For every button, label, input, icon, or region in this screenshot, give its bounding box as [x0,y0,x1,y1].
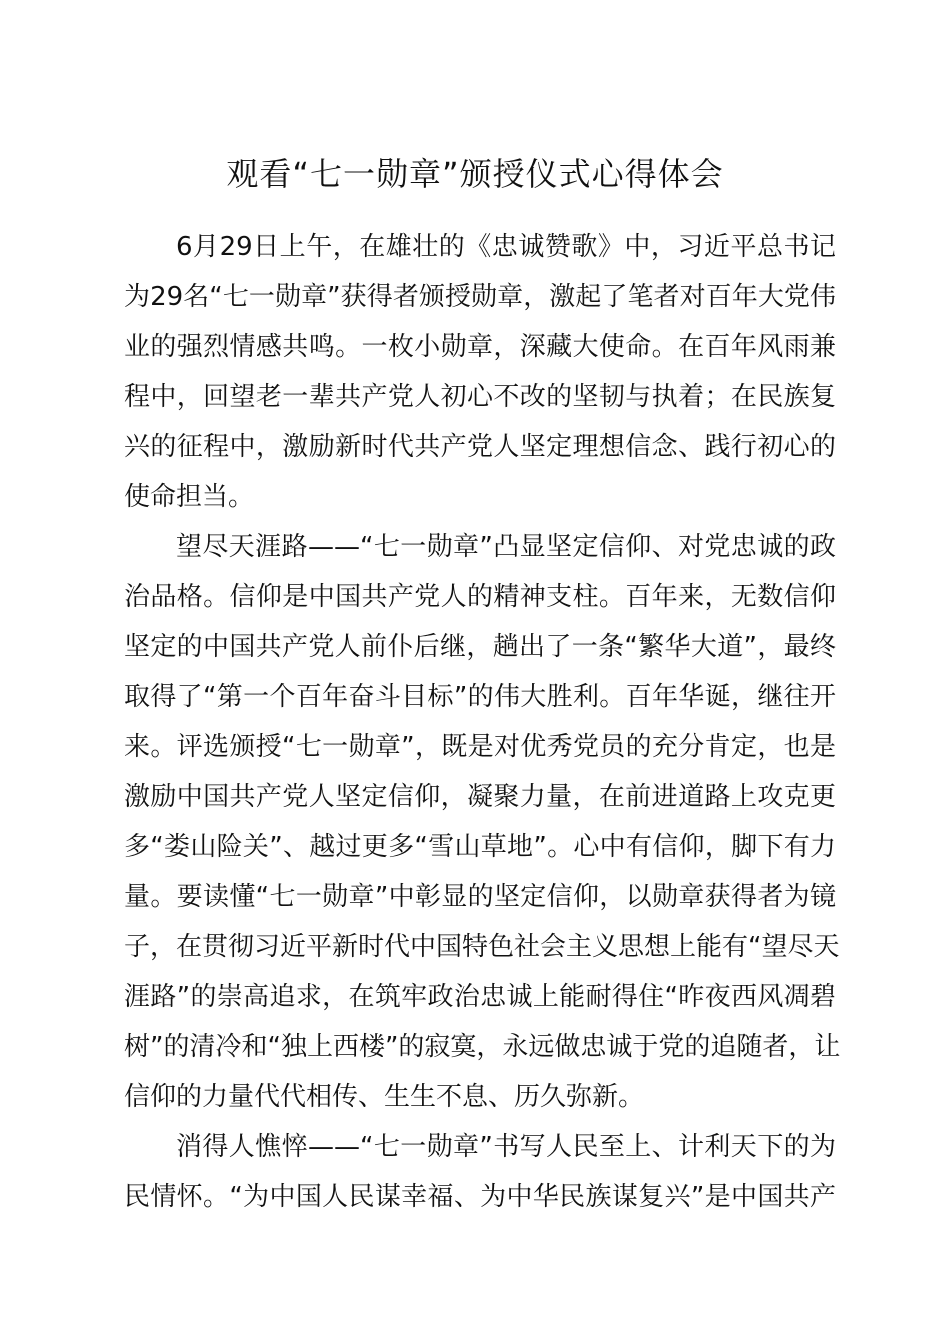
document-title: 观看“七一勋章”颁授仪式心得体会 [226,155,724,193]
paragraph-1-line-2: 为29名“七一勋章”获得者颁授勋章，激起了笔者对百年大党伟 [124,282,836,312]
paragraph-2-line-4: 取得了“第一个百年奋斗目标”的伟大胜利。百年华诞，继往开 [124,682,836,712]
paragraph-2-line-10: 涯路”的崇高追求，在筑牢政治忠诚上能耐得住“昨夜西风凋碧 [124,982,836,1012]
paragraph-1-line-3: 业的强烈情感共鸣。一枚小勋章，深藏大使命。在百年风雨兼 [124,332,836,362]
paragraph-1-line-4: 程中，回望老一辈共产党人初心不改的坚韧与执着；在民族复 [124,382,836,412]
paragraph-1-line-1: 6月29日上午，在雄壮的《忠诚赞歌》中，习近平总书记 [176,232,836,262]
paragraph-2-line-8: 量。要读懂“七一勋章”中彰显的坚定信仰，以勋章获得者为镜 [124,882,836,912]
paragraph-2-line-9: 子，在贯彻习近平新时代中国特色社会主义思想上能有“望尽天 [124,932,840,962]
paragraph-2-line-1: 望尽天涯路——“七一勋章”凸显坚定信仰、对党忠诚的政 [176,532,836,562]
paragraph-2-line-2: 治品格。信仰是中国共产党人的精神支柱。百年来，无数信仰 [124,582,836,612]
paragraph-2-line-7: 多“娄山险关”、越过更多“雪山草地”。心中有信仰，脚下有力 [124,832,836,862]
paragraph-2-line-3: 坚定的中国共产党人前仆后继，趟出了一条“繁华大道”，最终 [124,632,836,662]
paragraph-2-line-12: 信仰的力量代代相传、生生不息、历久弥新。 [124,1082,645,1112]
paragraph-2-line-6: 激励中国共产党人坚定信仰，凝聚力量，在前进道路上攻克更 [124,782,836,812]
paragraph-2-line-11: 树”的清冷和“独上西楼”的寂寞，永远做忠诚于党的追随者，让 [124,1032,841,1062]
paragraph-1-line-6: 使命担当。 [124,482,255,512]
paragraph-2-line-5: 来。评选颁授“七一勋章”，既是对优秀党员的充分肯定，也是 [124,732,836,762]
paragraph-3-line-1: 消得人憔悴——“七一勋章”书写人民至上、计利天下的为 [176,1132,836,1162]
document-body [124,222,841,1222]
paragraph-1-line-5: 兴的征程中，激励新时代共产党人坚定理想信念、践行初心的 [124,432,836,462]
paragraph-3-line-2: 民情怀。“为中国人民谋幸福、为中华民族谋复兴”是中国共产 [124,1182,836,1212]
